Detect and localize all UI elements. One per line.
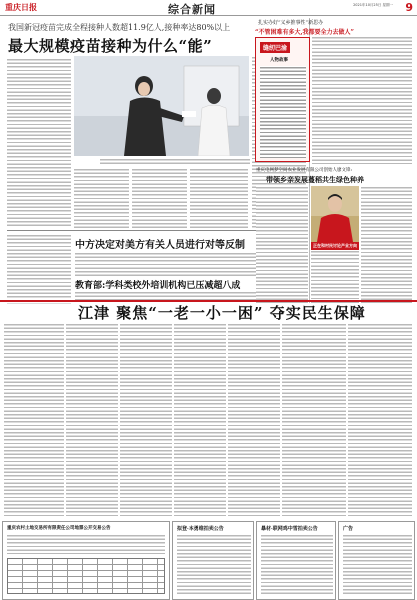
bottom-col1	[4, 323, 64, 518]
lead-headline: 最大规模疫苗接种为什么“能”	[8, 37, 213, 55]
ad3-title: 暴材·联网鸡中雪拍卖公告	[261, 526, 318, 532]
ad2-title: 拟登·本勇维拍卖公告	[177, 526, 224, 532]
bottom-col3	[120, 323, 172, 518]
farmer-portrait-art	[311, 186, 359, 242]
right-story-col3	[311, 250, 359, 303]
story2-left-col	[7, 234, 71, 304]
feature-box-body	[260, 66, 306, 158]
ad1-title: 重庆农村土地交易所有限责任公司地票公开交易公告	[7, 526, 111, 531]
ad1-body	[7, 534, 165, 554]
right-story-headline: 带领乡亲发展蔓稻共生绿色种养	[266, 175, 364, 184]
lead-body-col3	[132, 168, 187, 228]
ad2-body	[177, 534, 251, 596]
portrait-caption: 正在和村民讨论产业方向	[313, 243, 357, 248]
bottom-col7	[348, 323, 412, 518]
farmer-portrait	[311, 186, 359, 242]
bottom-col5	[228, 323, 280, 518]
ad-box-notice	[338, 521, 415, 600]
feature-box-sub: 人物故事	[270, 58, 288, 63]
feature-box	[255, 37, 310, 162]
ad3-body	[261, 534, 333, 596]
issue-date: 2021年10月25日 星期一	[353, 3, 393, 7]
vaccination-photo-art	[74, 56, 249, 156]
story3-headline: 教育部:学科类校外培训机构已压减超八成	[75, 281, 241, 291]
right-story-deck: 重庆电网梦空间农业发展有限公司创始人廖文锋:	[256, 168, 353, 173]
banner-headline: 江津 聚焦“一老一小一困” 夺实民生保障	[78, 304, 366, 322]
page-number: 9	[405, 1, 413, 14]
right-kicker: 扎实办好“义乡推事性”新思办	[258, 20, 324, 26]
story2-headline: 中方决定对美方有关人员进行对等反制	[75, 240, 245, 251]
feature-box-label: 缝纫巴渝	[260, 42, 290, 53]
ad1-table	[7, 558, 165, 594]
ad4-title: 广告	[343, 526, 354, 532]
right-body-top	[312, 36, 412, 164]
lead-body-col1	[7, 58, 71, 226]
section-title: 综合新闻	[168, 3, 216, 16]
bottom-col2	[66, 323, 118, 518]
newspaper-logo: 重庆日报	[5, 2, 37, 12]
ad-box-auction-1	[172, 521, 254, 600]
ad4-body	[343, 534, 412, 596]
right-story-col1	[256, 186, 308, 303]
ad-box-auction-2	[256, 521, 336, 600]
bottom-col6	[282, 323, 346, 518]
vaccination-photo	[74, 56, 249, 156]
right-story-col2	[361, 186, 412, 303]
ad-box-land-exchange	[2, 521, 170, 600]
bottom-col4	[174, 323, 226, 518]
right-headline: “不管困难有多大,我都要全力去做人”	[255, 29, 354, 36]
lead-deck: 我国新冠疫苗完成全程接种人数超11.9亿人,接种率达80%以上	[8, 23, 231, 32]
lead-body-col2	[74, 168, 129, 228]
photo-caption	[100, 158, 250, 165]
lead-body-col4	[190, 168, 248, 228]
masthead	[0, 0, 417, 16]
